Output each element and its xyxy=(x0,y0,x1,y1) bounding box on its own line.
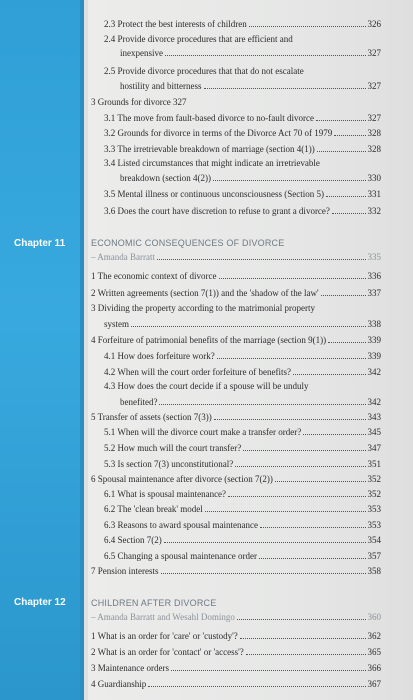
toc-entry[interactable] xyxy=(104,534,381,546)
entry-page: 360 xyxy=(367,612,381,622)
entry-title: 4.2 When will the court order forfeiture of benefits? xyxy=(104,367,292,377)
leader-dots xyxy=(240,630,366,639)
leader-dots xyxy=(214,411,366,420)
leader-dots xyxy=(293,366,365,375)
toc-entry[interactable] xyxy=(104,127,381,139)
entry-page: 327 xyxy=(367,113,381,123)
entry-title: 2 What is an order for 'contact' or 'access'? xyxy=(91,647,244,657)
entry-page: 327 xyxy=(367,81,381,91)
entry-title: 2 Written agreements (section 7(1)) and the 'shadow of the law' xyxy=(91,288,319,298)
entry-page: 343 xyxy=(367,412,381,422)
toc-entry[interactable] xyxy=(104,503,381,515)
entry-page: 352 xyxy=(367,489,381,499)
entry-page: 328 xyxy=(367,144,381,154)
entry-title: 1 What is an order for 'care' or 'custody'? xyxy=(91,631,238,641)
leader-dots xyxy=(213,172,366,181)
entry-title: 5.2 How much will the court transfer? xyxy=(104,443,242,453)
entry-page: 331 xyxy=(367,189,381,199)
entry-title: 2.3 Protect the best interests of children xyxy=(104,19,247,29)
toc-entry[interactable] xyxy=(104,366,381,378)
entry-page: 353 xyxy=(367,520,381,530)
leader-dots xyxy=(148,678,365,687)
entry-title: 6.5 Changing a spousal maintenance order xyxy=(104,551,257,561)
entry-title: breakdown (section 4(2)) xyxy=(120,173,211,183)
entry-title: 1 The economic context of divorce xyxy=(91,271,217,281)
entry-page: 352 xyxy=(367,474,381,484)
toc-entry[interactable] xyxy=(104,442,381,454)
entry-page: 342 xyxy=(367,397,381,407)
leader-dots xyxy=(249,18,366,27)
toc-entry[interactable] xyxy=(104,205,381,217)
leader-dots xyxy=(321,287,366,296)
entry-title: benefited? xyxy=(120,397,158,407)
entry-page: 338 xyxy=(367,319,381,329)
toc-entry[interactable] xyxy=(120,47,381,59)
entry-page: 337 xyxy=(367,288,381,298)
leader-dots xyxy=(235,458,365,467)
leader-dots xyxy=(171,662,366,671)
toc-entry-line[interactable]: 3 Dividing the property according to the matrimonial property xyxy=(91,303,315,313)
toc-entry-line[interactable]: 2.5 Provide divorce procedures that that do not escalate xyxy=(104,66,304,76)
entry-title: 7 Pension interests xyxy=(91,566,159,576)
entry-page: 354 xyxy=(367,535,381,545)
chapter-11-title[interactable]: ECONOMIC CONSEQUENCES OF DIVORCE xyxy=(91,238,285,248)
leader-dots xyxy=(317,143,366,152)
leader-dots xyxy=(243,442,365,451)
toc-entry-line[interactable]: 3.4 Listed circumstances that might indicate an irretrievable xyxy=(104,158,320,168)
entry-page: 347 xyxy=(367,443,381,453)
toc-entry[interactable] xyxy=(91,662,381,674)
leader-dots xyxy=(259,550,366,559)
entry-title: 3.3 The irretrievable breakdown of marriage (section 4(1)) xyxy=(104,144,315,154)
toc-section-heading[interactable]: 3 Grounds for divorce 327 xyxy=(91,97,187,107)
toc-entry[interactable] xyxy=(104,318,381,330)
entry-title: system xyxy=(104,319,130,329)
toc-entry[interactable] xyxy=(104,426,381,438)
toc-entry[interactable] xyxy=(104,519,381,531)
leader-dots xyxy=(303,426,365,435)
entry-page: 353 xyxy=(367,504,381,514)
entry-title: 3.5 Mental illness or continuous unconsciousness (Section 5) xyxy=(104,189,324,199)
entry-page: 335 xyxy=(367,252,381,262)
leader-dots xyxy=(204,80,366,89)
toc-entry[interactable] xyxy=(104,488,381,500)
leader-dots xyxy=(131,318,365,327)
toc-entry[interactable] xyxy=(104,18,381,30)
toc-entry[interactable] xyxy=(104,188,381,200)
entry-title: 4.1 How does forfeiture work? xyxy=(104,351,215,361)
chapter-sidebar-band xyxy=(0,0,84,700)
toc-entry[interactable] xyxy=(104,458,381,470)
sidebar-edge xyxy=(80,0,84,700)
leader-dots xyxy=(205,503,366,512)
entry-page: 328 xyxy=(367,128,381,138)
entry-page: 345 xyxy=(367,427,381,437)
author-names: – Amanda Barratt xyxy=(91,252,155,262)
leader-dots xyxy=(275,473,366,482)
toc-entry[interactable] xyxy=(91,678,381,690)
leader-dots xyxy=(237,611,366,620)
entry-title: 6.1 What is spousal maintenance? xyxy=(104,489,227,499)
author-names: – Amanda Barratt and Wesahl Domingo xyxy=(91,612,235,622)
entry-page: 326 xyxy=(367,19,381,29)
entry-title: hostility and bitterness xyxy=(120,81,202,91)
leader-dots xyxy=(228,488,365,497)
toc-entry[interactable] xyxy=(120,396,381,408)
leader-dots xyxy=(157,251,366,260)
leader-dots xyxy=(165,47,366,56)
leader-dots xyxy=(164,534,366,543)
entry-title: 4 Guardianship xyxy=(91,679,147,689)
leader-dots xyxy=(332,205,366,214)
leader-dots xyxy=(159,396,365,405)
toc-entry[interactable] xyxy=(104,350,381,362)
toc-entry-line[interactable]: 4.3 How does the court decide if a spouse will be unduly xyxy=(104,381,309,391)
entry-title: 3.2 Grounds for divorce in terms of the Divorce Act 70 of 1979 xyxy=(104,128,333,138)
leader-dots xyxy=(328,334,365,343)
toc-entry[interactable] xyxy=(91,270,381,282)
leader-dots xyxy=(334,127,365,136)
toc-entry[interactable] xyxy=(104,550,381,562)
entry-page: 332 xyxy=(367,206,381,216)
entry-page: 358 xyxy=(367,566,381,576)
toc-entry[interactable] xyxy=(120,172,381,184)
chapter-12-author xyxy=(91,611,381,623)
leader-dots xyxy=(217,350,366,359)
entry-page: 339 xyxy=(367,351,381,361)
toc-entry[interactable] xyxy=(91,646,381,658)
entry-page: 342 xyxy=(367,367,381,377)
chapter-11-author xyxy=(91,251,381,263)
entry-title: 5 Transfer of assets (section 7(3)) xyxy=(91,412,212,422)
entry-title: 6 Spousal maintenance after divorce (section 7(2)) xyxy=(91,474,273,484)
entry-page: 366 xyxy=(367,663,381,673)
leader-dots xyxy=(260,519,366,528)
leader-dots xyxy=(316,112,365,121)
leader-dots xyxy=(246,646,366,655)
entry-title: 5.1 When will the divorce court make a transfer order? xyxy=(104,427,302,437)
entry-page: 357 xyxy=(367,551,381,561)
entry-page: 365 xyxy=(367,647,381,657)
toc-entry[interactable] xyxy=(91,411,381,423)
toc-entry[interactable] xyxy=(91,565,381,577)
entry-page: 330 xyxy=(367,173,381,183)
entry-page: 362 xyxy=(367,631,381,641)
toc-entry-line[interactable]: 2.4 Provide divorce procedures that are efficient and xyxy=(104,34,293,44)
entry-title: 6.4 Section 7(2) xyxy=(104,535,162,545)
toc-entry[interactable] xyxy=(91,473,381,485)
chapter-12-label: Chapter 12 xyxy=(14,597,66,608)
entry-title: 6.3 Reasons to award spousal maintenance xyxy=(104,520,258,530)
entry-title: 3 Maintenance orders xyxy=(91,663,169,673)
toc-entry[interactable] xyxy=(91,630,381,642)
leader-dots xyxy=(161,565,366,574)
entry-page: 367 xyxy=(367,679,381,689)
entry-title: 3.1 The move from fault-based divorce to no-fault divorce xyxy=(104,113,315,123)
chapter-12-title[interactable]: CHILDREN AFTER DIVORCE xyxy=(91,598,217,608)
toc-entry[interactable] xyxy=(91,287,381,299)
toc-entry[interactable] xyxy=(91,334,381,346)
leader-dots xyxy=(326,188,366,197)
entry-page: 327 xyxy=(367,48,381,58)
entry-title: 4 Forfeiture of patrimonial benefits of the marriage (section 9(1)) xyxy=(91,335,327,345)
leader-dots xyxy=(219,270,366,279)
chapter-11-label: Chapter 11 xyxy=(14,238,66,249)
entry-title: inexpensive xyxy=(120,48,163,58)
entry-title: 5.3 Is section 7(3) unconstitutional? xyxy=(104,459,234,469)
entry-page: 336 xyxy=(367,271,381,281)
entry-page: 351 xyxy=(367,459,381,469)
toc-entry[interactable] xyxy=(104,143,381,155)
entry-title: 3.6 Does the court have discretion to refuse to grant a divorce? xyxy=(104,206,330,216)
toc-entry[interactable] xyxy=(104,112,381,124)
toc-entry[interactable] xyxy=(120,80,381,92)
entry-title: 6.2 The 'clean break' model xyxy=(104,504,203,514)
entry-page: 339 xyxy=(367,335,381,345)
